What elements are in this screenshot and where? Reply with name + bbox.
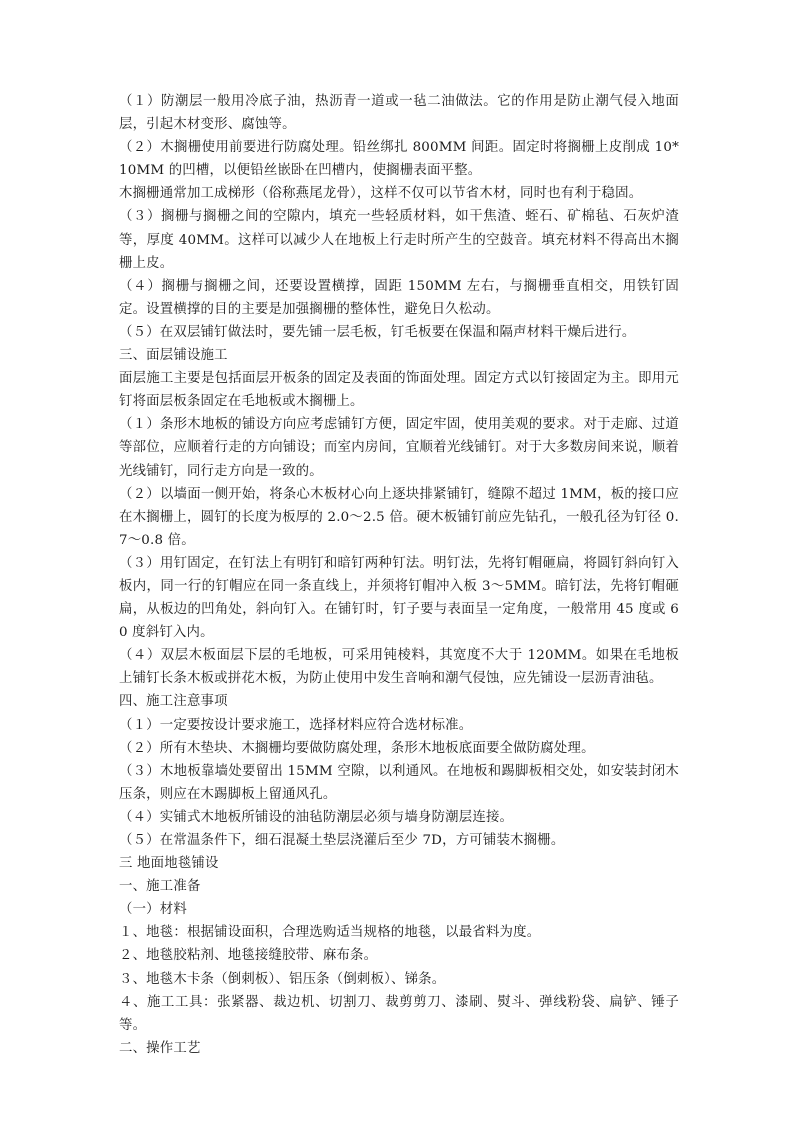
paragraph-subfloor: （４）双层木板面层下层的毛地板，可采用钝棱料，其宽度不大于 120MM。如果在毛地板上铺钉长条木板或拼花木板，为防止使用中发生音响和潮气侵蚀，应先铺设一层沥青油毡。 xyxy=(119,648,679,687)
subsection-heading-materials: （一）材料 xyxy=(119,902,187,918)
paragraph-joist-filling: （３）搁栅与搁栅之间的空隙内，填充一些轻质材料，如干焦渣、蛭石、矿棉毡、石灰炉渣等，厚度 40MM。这样可以减少人在地板上行走时所产生的空鼓音。填充材料不得高出木搁栅上皮。 xyxy=(119,209,679,271)
paragraph-joist-shape: 木搁栅通常加工成梯形（俗称燕尾龙骨），这样不仅可以节省木材，同时也有利于稳固。 xyxy=(119,186,643,202)
section-heading-preparation: 一、施工准备 xyxy=(119,879,201,895)
paragraph-nailing-methods: （３）用钉固定，在钉法上有明钉和暗钉两种钉法。明钉法，先将钉帽砸扁，将圆钉斜向钉入板内，同一行的钉帽应在同一条直线上，并须将钉帽冲入板 3～5MM。暗钉法，先将钉帽砸扁，从板边的凹角处，斜向钉入。在铺钉时，钉子要与表面呈一定角度，一般常用 45 度或 60 度斜钉入内。 xyxy=(119,555,679,641)
paragraph-precaution-5: （５）在常温条件下，细石混凝土垫层浇灌后至少 7D，方可铺装木搁栅。 xyxy=(119,833,565,848)
paragraph-precaution-1: （１）一定要按设计要求施工，选择材料应符合选材标准。 xyxy=(119,717,473,733)
chapter-heading-carpet: 三 地面地毯铺设 xyxy=(119,856,219,872)
paragraph-material-carpet: １、地毯：根据铺设面积，合理选购适当规格的地毯，以最省料为度。 xyxy=(119,925,541,941)
paragraph-cross-brace: （４）搁栅与搁栅之间，还要设置横撑，固距 150MM 左右，与搁栅垂直相交，用铁钉固定。设置横撑的目的主要是加强搁栅的整体性，避免日久松动。 xyxy=(119,278,679,317)
paragraph-board-direction: （１）条形木地板的铺设方向应考虑铺钉方便，固定牢固，使用美观的要求。对于走廊、过道等部位，应顺着行走的方向铺设；而室内房间，宜顺着光线铺钉。对于大多数房间来说，顺着光线铺钉，同行走方向是一致的。 xyxy=(119,417,679,479)
paragraph-damp-proof-layer: （１）防潮层一般用冷底子油，热沥青一道或一毡二油做法。它的作用是防止潮气侵入地面层，引起木材变形、腐蚀等。 xyxy=(119,94,679,133)
paragraph-precaution-4: （４）实铺式木地板所铺设的油毡防潮层必须与墙身防潮层连接。 xyxy=(119,809,514,825)
paragraph-material-adhesive: ２、地毯胶粘剂、地毯接缝胶带、麻布条。 xyxy=(119,948,378,964)
section-heading-surface-layer: 三、面层铺设施工 xyxy=(119,348,228,364)
paragraph-joist-treatment: （２）木搁栅使用前要进行防腐处理。铅丝绑扎 800MM 间距。固定时将搁栅上皮削成 10*10MM 的凹槽，以便铅丝嵌卧在凹槽内，使搁栅表面平整。 xyxy=(119,140,679,179)
section-heading-operation: 二、操作工艺 xyxy=(119,1040,201,1056)
document-body xyxy=(119,90,679,1060)
section-heading-precautions: 四、施工注意事项 xyxy=(119,694,228,710)
paragraph-material-strips: ３、地毯木卡条（倒刺板）、铝压条（倒刺板）、锑条。 xyxy=(119,971,446,987)
paragraph-board-laying: （２）以墙面一侧开始，将条心木板材心向上逐块排紧铺钉，缝隙不超过 1MM，板的接口应在木搁栅上，圆钉的长度为板厚的 2.0～2.5 倍。硬木板铺钉前应先钻孔，一般孔径为钉径 0.7～0.8 倍。 xyxy=(119,486,679,548)
paragraph-material-tools: ４、施工工具：张紧器、裁边机、切割刀、裁剪剪刀、漆刷、熨斗、弹线粉袋、扁铲、锤子等。 xyxy=(119,994,679,1033)
paragraph-surface-intro: 面层施工主要是包括面层开板条的固定及表面的饰面处理。固定方式以钉接固定为主。即用元钉将面层板条固定在毛地板或木搁栅上。 xyxy=(119,371,679,410)
paragraph-double-layer: （５）在双层铺钉做法时，要先铺一层毛板，钉毛板要在保温和隔声材料干燥后进行。 xyxy=(119,324,636,340)
paragraph-precaution-2: （２）所有木垫块、木搁栅均要做防腐处理，条形木地板底面要全做防腐处理。 xyxy=(119,740,595,756)
paragraph-precaution-3: （３）木地板靠墙处要留出 15MM 空隙，以利通风。在地板和踢脚板相交处，如安装封闭木压条，则应在木踢脚板上留通风孔。 xyxy=(119,763,679,802)
